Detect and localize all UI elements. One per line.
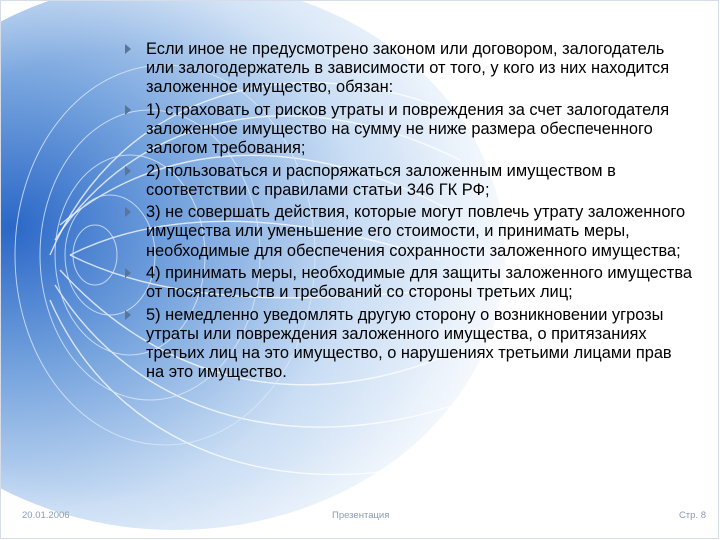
bullet-item bbox=[122, 203, 692, 261]
footer-presentation-label: Презентация bbox=[332, 510, 390, 521]
triangle-right-icon bbox=[125, 207, 131, 217]
bullet-item bbox=[122, 264, 692, 302]
footer-date: 20.01.2006 bbox=[22, 510, 70, 521]
bullet-text: 2) пользоваться и распоряжаться заложенным имуществом в соответствии с правилами статьи 346 ГК РФ; bbox=[146, 161, 616, 199]
bullet-item bbox=[122, 101, 692, 159]
footer-page-number: Стр. 8 bbox=[678, 510, 706, 521]
triangle-right-icon bbox=[125, 310, 131, 320]
bullet-item bbox=[122, 40, 692, 98]
bullet-text: Если иное не предусмотрено законом или договором, залогодатель или залогодержатель в зависимости от того, у кого из них находится заложенное имущество, обязан: bbox=[146, 40, 670, 97]
bullet-list bbox=[122, 40, 692, 386]
bullet-text: 5) немедленно уведомлять другую сторону о возникновении угрозы утраты или повреждения заложенного имущества, о притязаниях третьих лиц на это имущество, о нарушениях третьими лицами прав на это имущество. bbox=[146, 305, 672, 382]
bullet-text: 3) не совершать действия, которые могут повлечь утрату заложенного имущества или уменьшение его стоимости, и принимать меры, необходимые для обеспечения сохранности заложенного имущества; bbox=[146, 203, 686, 260]
triangle-right-icon bbox=[125, 166, 131, 176]
bullet-text: 1) страховать от рисков утраты и повреждения за счет залогодателя заложенное имущество на сумму не ниже размера обеспеченного залогом требования; bbox=[146, 100, 670, 158]
bullet-item bbox=[122, 306, 692, 383]
triangle-right-icon bbox=[125, 105, 131, 115]
triangle-right-icon bbox=[125, 268, 131, 278]
triangle-right-icon bbox=[125, 44, 131, 54]
bullet-item bbox=[122, 162, 692, 200]
bullet-text: 4) принимать меры, необходимые для защиты заложенного имущества от посягательств и требований со стороны третьих лиц; bbox=[146, 263, 692, 302]
